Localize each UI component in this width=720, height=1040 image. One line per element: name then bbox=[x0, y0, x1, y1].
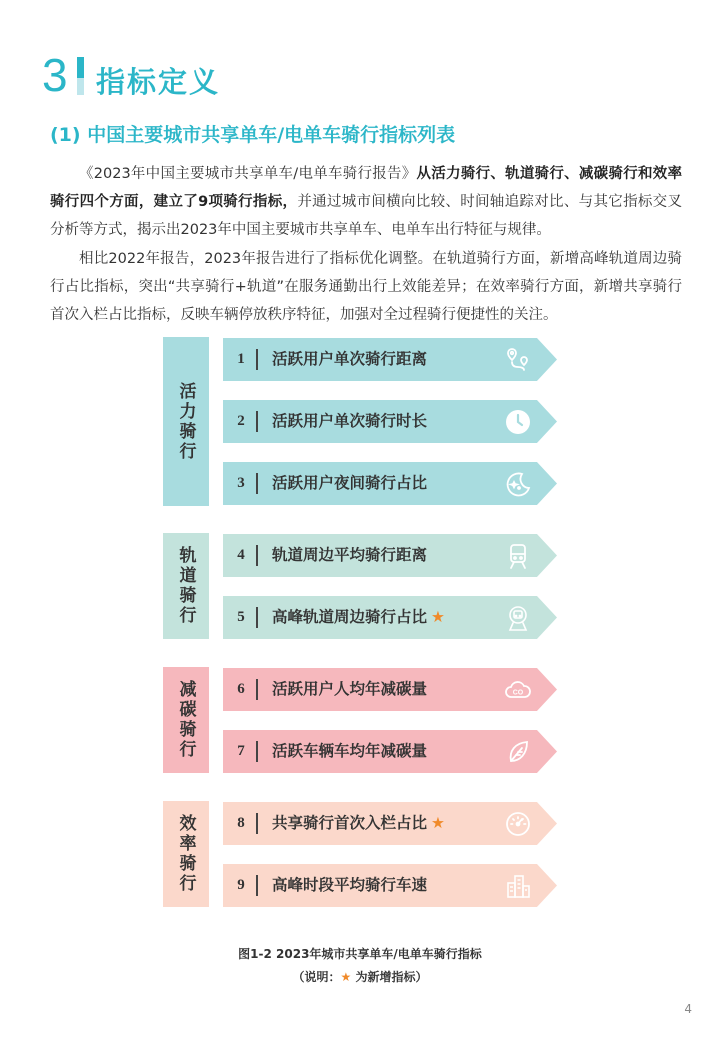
paragraph-highlight: 从活力骑行、轨道骑行、减碳骑行和效率骑行四个方面，建立了9项骑行指标， bbox=[50, 166, 682, 210]
intro-paragraph bbox=[50, 160, 682, 244]
indicator-number: 2 bbox=[237, 413, 245, 429]
indicator-item bbox=[223, 864, 557, 907]
figure-note-prefix: （说明： bbox=[292, 970, 341, 984]
indicator-number: 4 bbox=[237, 547, 245, 563]
category-carbon bbox=[163, 667, 209, 773]
report-title-ref: 《2023年中国主要城市共享单车/电单车骑行报告》 bbox=[79, 166, 417, 182]
indicator-item bbox=[223, 462, 557, 505]
indicator-item bbox=[223, 338, 557, 381]
category-label: 活力骑行 bbox=[175, 381, 196, 462]
category-vitality bbox=[163, 337, 209, 506]
indicator-label-text: 高峰轨道周边骑行占比 bbox=[272, 608, 428, 626]
figure-caption: 图1-2 2023年城市共享单车/电单车骑行指标 bbox=[238, 947, 482, 961]
paragraph-body: 并通过城市间横向比较、时间轴追踪对比、与其它指标交叉分析等方式，揭示出2023年中国主要城市共享单车、电单车出行特征与规律。 bbox=[50, 194, 682, 238]
indicator-number: 7 bbox=[237, 743, 245, 759]
category-label: 效率骑行 bbox=[175, 814, 196, 894]
category-label: 轨道骑行 bbox=[175, 546, 196, 626]
category-rail bbox=[163, 533, 209, 639]
indicator-number: 6 bbox=[237, 681, 245, 697]
route-pin-icon bbox=[503, 345, 533, 375]
page-number: 4 bbox=[684, 1002, 692, 1016]
clock-icon bbox=[503, 407, 533, 437]
moon-stars-icon bbox=[503, 469, 533, 499]
indicator-item bbox=[223, 802, 557, 845]
comparison-paragraph: 相比2022年报告，2023年报告进行了指标优化调整。在轨道骑行方面，新增高峰轨道周边骑行占比指标，突出“共享骑行+轨道”在服务通勤出行上效能差异；在效率骑行方面，新增共享骑行首次入栏占比指标，反映车辆停放秩序特征，加强对全过程骑行便捷性的关注。 bbox=[50, 251, 682, 323]
new-indicator-star-icon: ★ bbox=[431, 608, 445, 626]
indicator-number: 3 bbox=[237, 475, 245, 491]
indicator-item bbox=[223, 730, 557, 773]
subsection-title: (1) 中国主要城市共享单车/电单车骑行指标列表 bbox=[50, 124, 456, 146]
indicator-item bbox=[223, 400, 557, 443]
train-icon bbox=[503, 541, 533, 571]
co2-cloud-icon bbox=[503, 675, 533, 705]
category-label: 减碳骑行 bbox=[175, 680, 196, 760]
section-number: 3 bbox=[42, 49, 68, 101]
indicator-label bbox=[272, 596, 445, 639]
indicator-item bbox=[223, 668, 557, 711]
indicator-label-text: 共享骑行首次入栏占比 bbox=[272, 814, 428, 832]
indicator-number: 5 bbox=[237, 609, 245, 625]
figure-note-suffix: 为新增指标） bbox=[351, 970, 428, 984]
speedometer-icon bbox=[503, 809, 533, 839]
indicator-label bbox=[272, 802, 445, 845]
section-bar-accent bbox=[77, 78, 84, 95]
indicator-item bbox=[223, 596, 557, 639]
indicator-label: 活跃用户夜间骑行占比 bbox=[272, 474, 428, 492]
star-icon: ★ bbox=[340, 970, 352, 984]
indicator-item bbox=[223, 534, 557, 577]
indicator-label: 活跃车辆车均年减碳量 bbox=[272, 742, 428, 760]
category-efficiency bbox=[163, 801, 209, 907]
indicator-label: 轨道周边平均骑行距离 bbox=[272, 546, 428, 564]
figure-note bbox=[0, 968, 720, 985]
indicator-label: 活跃用户人均年减碳量 bbox=[272, 680, 428, 698]
buildings-icon bbox=[503, 871, 533, 901]
leaf-icon bbox=[503, 737, 533, 767]
indicator-number: 1 bbox=[237, 351, 245, 367]
svg-text:CO: CO bbox=[512, 689, 524, 697]
section-title: 指标定义 bbox=[96, 65, 221, 99]
indicator-number: 9 bbox=[237, 877, 245, 893]
indicator-label: 高峰时段平均骑行车速 bbox=[272, 876, 428, 894]
indicator-label: 活跃用户单次骑行距离 bbox=[272, 350, 428, 368]
indicator-label: 活跃用户单次骑行时长 bbox=[272, 412, 428, 430]
indicator-number: 8 bbox=[237, 815, 245, 831]
metro-station-icon bbox=[503, 603, 533, 633]
new-indicator-star-icon: ★ bbox=[431, 814, 445, 832]
